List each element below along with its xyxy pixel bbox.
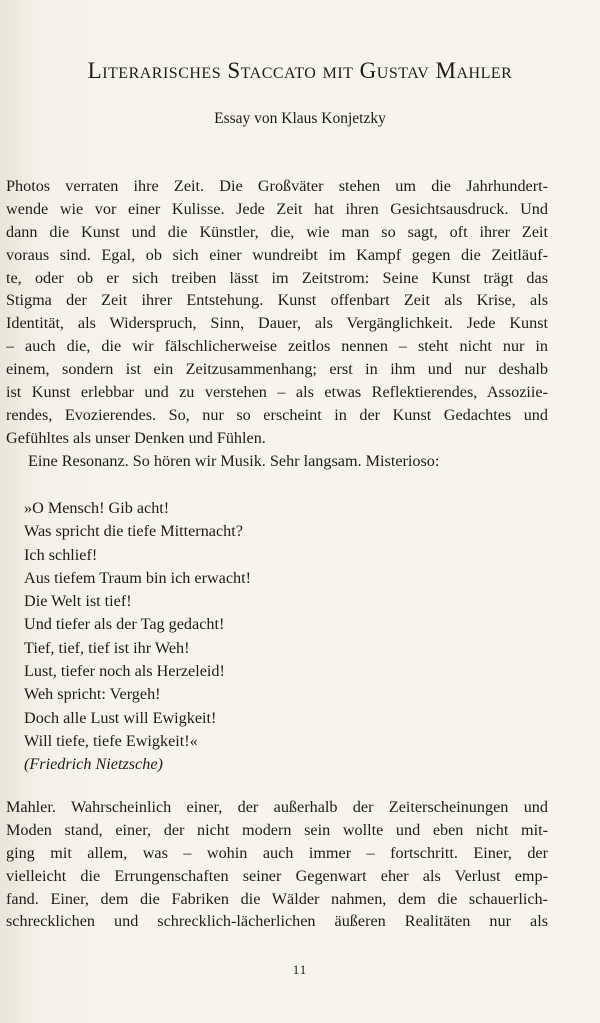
- paragraph-2: Eine Resonanz. So hören wir Musik. Sehr langsam. Misterioso:: [28, 451, 440, 470]
- poem-line: Und tiefer als der Tag gedacht!: [24, 615, 225, 634]
- poem-line: Ich schlief!: [24, 545, 98, 564]
- text-line: – auch die, die wir fälschlicherweise zeitlos nennen – steht nicht nur in: [6, 337, 548, 356]
- poem-line: »O Mensch! Gib acht!: [24, 499, 170, 517]
- text-line: ging mit allem, was – wohin auch immer – fortschritt. Einer, der: [6, 843, 548, 862]
- paragraph-3: [6, 796, 548, 933]
- text-line: wende wie vor einer Kulisse. Jede Zeit hat ihren Gesichtsausdruck. Und: [6, 199, 548, 218]
- essay-title: Literarisches Staccato mit Gustav Mahler: [87, 58, 513, 83]
- poem-line: Die Welt ist tief!: [24, 592, 132, 611]
- poem-line: Tief, tief, tief ist ihr Weh!: [24, 638, 190, 657]
- poem-line: Doch alle Lust will Ewigkeit!: [24, 708, 217, 727]
- poem-line: Lust, tiefer noch als Herzeleid!: [24, 662, 225, 681]
- poem-attribution: (Friedrich Nietzsche): [24, 755, 163, 774]
- text-line: einem, sondern ist ein Zeitzusammenhang; erst in ihm und nur deshalb: [6, 360, 548, 379]
- text-line: Gefühltes als unser Denken und Fühlen.: [6, 428, 266, 447]
- text-line: Photos verraten ihre Zeit. Die Großväter stehen um die Jahrhundert-: [6, 177, 548, 195]
- poem-quote: [24, 497, 251, 777]
- text-line: ist Kunst erlebbar und zu verstehen – als etwas Reflektierendes, Assoziie-: [6, 383, 548, 402]
- paragraph-1: [6, 175, 548, 473]
- text-line: te, oder ob er sich treiben lässt im Zeitstrom: Seine Kunst trägt das: [6, 268, 548, 287]
- text-line: dann die Kunst und die Künstler, die, wie man so sagt, oft ihrer Zeit: [6, 222, 548, 241]
- text-line: rendes, Evozierendes. So, nur so erscheint in der Kunst Gedachtes und: [6, 405, 548, 424]
- text-line: voraus sind. Egal, ob sich einer wundreibt im Kampf gegen die Zeitläuf-: [6, 245, 548, 264]
- text-line: Stigma der Zeit ihrer Entstehung. Kunst offenbart Zeit als Krise, als: [6, 291, 548, 310]
- text-line: fand. Einer, dem die Fabriken die Wälder nahmen, dem die schauerlich-: [6, 889, 548, 908]
- essay-subtitle: Essay von Klaus Konjetzky: [214, 110, 386, 127]
- poem-line: Will tiefe, tiefe Ewigkeit!«: [24, 731, 198, 750]
- poem-line: Weh spricht: Vergeh!: [24, 685, 161, 704]
- text-line: vielleicht die Errungenschaften seiner Gegenwart eher als Verlust emp-: [6, 866, 548, 885]
- text-line: Moden stand, einer, der nicht modern sein wollte und eben nicht mit-: [6, 820, 548, 839]
- poem-line: Was spricht die tiefe Mitternacht?: [24, 522, 243, 541]
- page-number: 11: [292, 962, 308, 977]
- text-line: Identität, als Widerspruch, Sinn, Dauer, als Vergänglichkeit. Jede Kunst: [6, 314, 548, 333]
- text-line: schrecklichen und schrecklich-lächerlichen äußeren Realitäten nur als: [6, 912, 548, 931]
- poem-line: Aus tiefem Traum bin ich erwacht!: [24, 568, 252, 587]
- text-line: Mahler. Wahrscheinlich einer, der außerhalb der Zeiterscheinungen und: [6, 798, 548, 816]
